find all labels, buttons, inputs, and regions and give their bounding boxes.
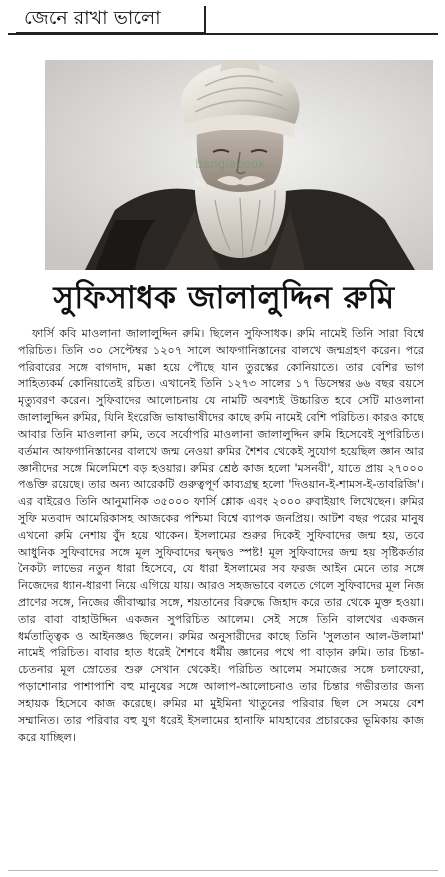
headline: সুফিসাধক জালালুদ্দিন রুমি: [53, 280, 395, 316]
article-body: ফার্সি কবি মাওলানা জালালুদ্দিন রুমি। ছিলেন সুফিসাধক। রুমি নামেই তিনি সারা বিশ্বে পরিচিত। তিনি ৩০ সেপ্টেম্বর ১২০৭ সালে আফগানিস্তানের বালখে জন্মগ্রহণ করেন। পরে পরিবারের সঙ্গে বাগদাদ, মক্কা হয়ে পৌছে যান তুরস্কের কোনিয়াতে। তার বেশির ভাগ সাহিত্যকর্ম কোনিয়াতেই রচিত। এখানেই তিনি ১২৭৩ সালের ১৭ ডিসেম্বর ৬৬ বছর বয়সে মৃত্যুবরণ করেন। সুফিবাদের আলোচনায় যে নামটি অবশ্যই উচ্চারিত হবে সেটি মাওলানা জালালুদ্দিন রুমির, যিনি ইংরেজি ভাষাভাষীদের কাছে রুমি নামেই বেশি পরিচিত। কারও কাছে আবার তিনি মাওলানা রুমি, তবে সর্বোপরি মাওলানা জালালুদ্দিন রুমি হিসেবেই সুপরিচিত। বর্তমান আফগানিস্তানের বালখে জন্ম নেওয়া রুমির শৈশব থেকেই সুযোগ হয়েছিল জ্ঞান আর জ্ঞানীদের সঙ্গে মিলেমিশে বড় হওয়ার। রুমির শ্রেষ্ঠ কাজ হলো 'মসনবী', যাতে প্রায় ২৭০০০ পঙক্তি রয়েছে। তার অন্য আরেকটি গুরুত্বপূর্ণ কাব্যগ্রন্থ হলো 'দিওয়ান-ই-শামস-ই-তাবরিজি'। এর বাইরেও তিনি আনুমানিক ৩৫০০০ ফার্সি শ্লোক এবং ২০০০ রুবাইয়াৎ লিখেছেন। রুমির সুফি মতবাদ আমেরিকাসহ আজকের পশ্চিমা বিশ্বে ব্যাপক জনপ্রিয়। আটশ বছর পরের মানুষ এখনো রুমি নেশায় বুঁদ হয়ে থাকেন। ইসলামের শুরুর দিকেই সুফিবাদের জন্ম হয়, তবে আধুনিক সুফিবাদের সঙ্গে মূল সুফিবাদের দ্বন্দ্বও স্পষ্ট! মূল সুফিবাদের জন্ম হয় সৃষ্টিকর্তার নৈকট্য লাভের নতুন ধারা হিসেবে, যে ধারা ইসলামের সব ফরজ আইন মেনে তার সঙ্গে নিজেদের ধ্যান-ধারণা নিয়ে এগিয়ে যায়। আরও সহজভাবে বলতে গেলে সুফিবাদের মূল নিজ প্রাণের সঙ্গে, নিজের জীবাত্মার সঙ্গে, শয়তানের বিরুদ্ধে জিহাদ করে তার থেকে মুক্ত হওয়া। তার বাবা বাহাউদ্দিন একজন সুপরিচিত আলেম। সেই সঙ্গে তিনি বালখের একজন ধর্মতাত্ত্বিক ও আইনজ্ঞও ছিলেন। রুমির অনুসারীদের কাছে তিনি 'সুলতান আল-উলামা' নামেই পরিচিত। বাবার হাত ধরেই শৈশবে ধর্মীয় জ্ঞানের পথে পা বাড়ান রুমি। তার চিন্তা-চেতনার মূল স্রোতের শুরু সেখান থেকেই। পরিচিত আলেম সমাজের সঙ্গে চলাফেরা, পড়াশোনার পাশাপাশি বহু মানুষের সঙ্গে আলাপ-আলোচনাও তার চিন্তার গভীরতার জন্য সহায়ক হিসেবে কাজ করেছে। রুমির মা মুইমিনা খাতুনের পরিবার ছিল সে সময়ে বেশ সম্মানিত। তার পরিবার বহু যুগ ধরেই ইসলামের হানাফি মাযহাবের প্রচারকের ভূমিকায় কাজ করে যাচ্ছিল।: [18, 327, 424, 744]
rumi-portrait: [45, 60, 433, 270]
top-rule: [8, 33, 438, 35]
rumi-portrait-drawing: [45, 60, 433, 270]
svg-text:banglabook: banglabook: [195, 157, 266, 171]
section-tag: জেনে রাখা ভালো: [16, 6, 206, 34]
bottom-rule: [8, 870, 438, 871]
